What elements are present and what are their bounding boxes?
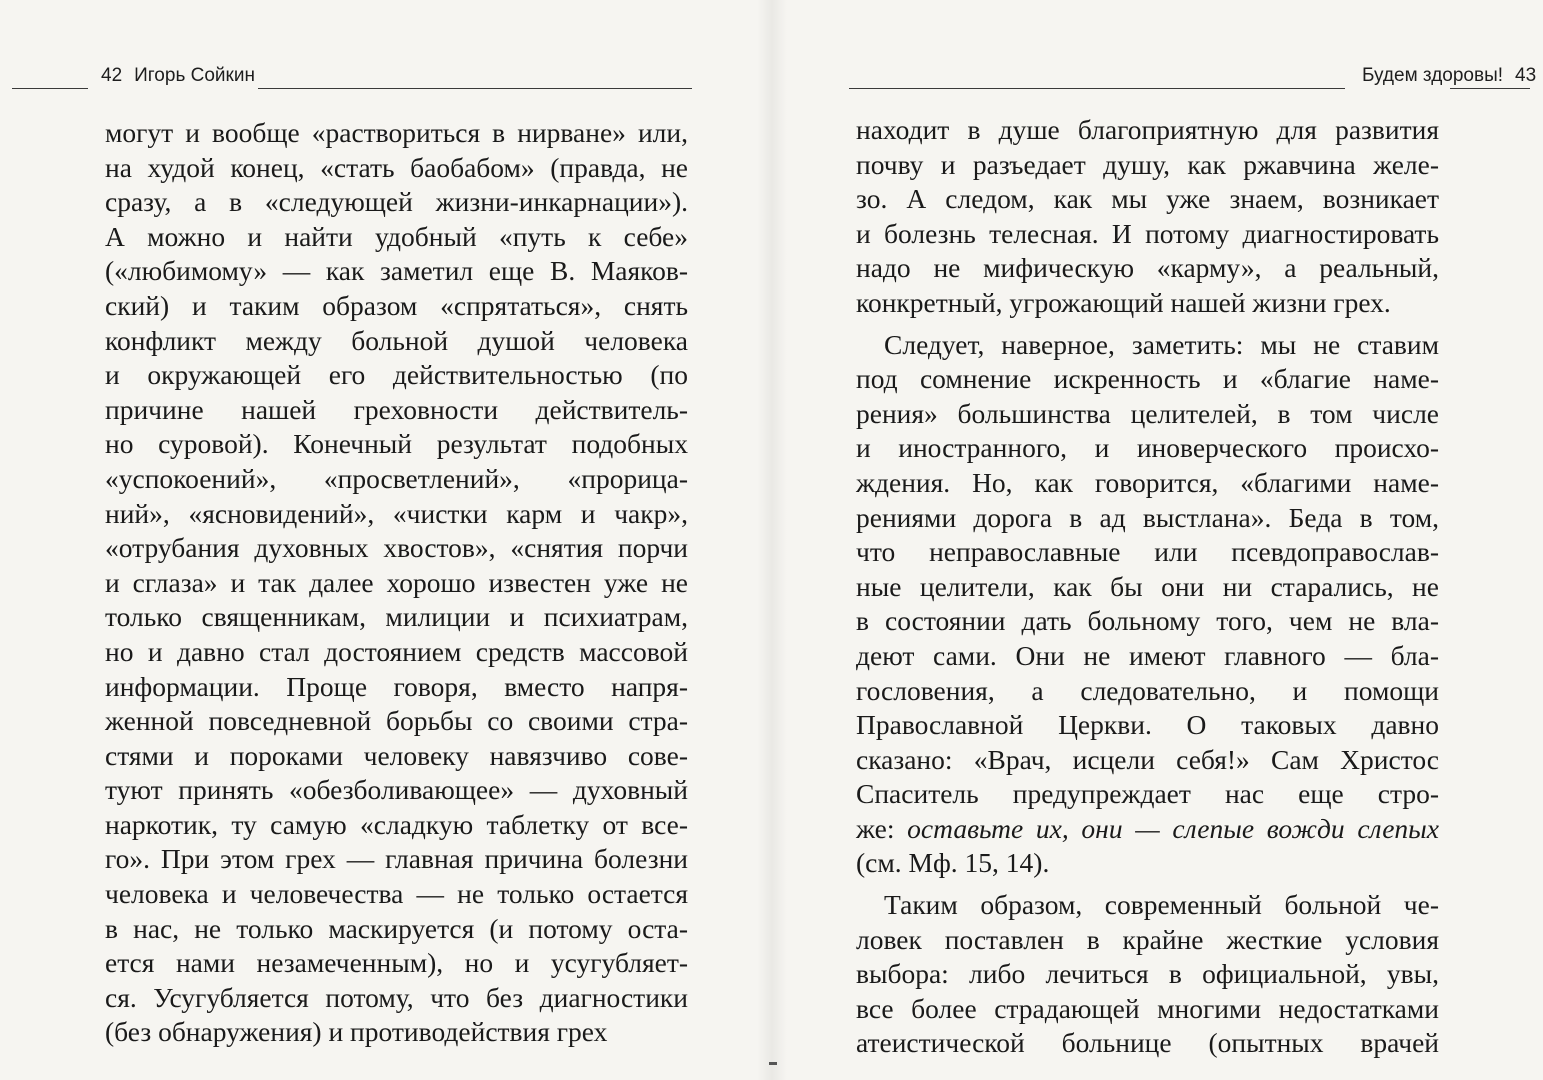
p2-text-line: ные целители, как бы они ни старались, не (856, 570, 1439, 602)
p2-text-line: под сомнение искренность и «благие наме- (856, 363, 1439, 395)
left-text-line: но и давно стал достоянием средств массовой (105, 635, 688, 667)
left-text-line: туют принять «обезболивающее» — духовный (105, 774, 688, 806)
left-text-line: А можно и найти удобный «путь к себе» (105, 220, 688, 252)
left-text-line: конфликт между больной душой человека (105, 324, 688, 356)
left-text-line: сразу, а в «следующей жизни-инкарнации»). (105, 186, 688, 218)
left-text-line: «отрубания духовных хвостов», «снятия порчи (105, 532, 688, 564)
header-rule-left-short (12, 88, 88, 89)
left-text-line: наркотик, ту самую «сладкую таблетку от все- (105, 808, 688, 840)
p2-text-line: ждения. Но, как говорится, «благими наме- (856, 466, 1439, 498)
left-text-line: ний», «ясновидений», «чистки карм и чакр», (105, 497, 688, 529)
left-text-line: «успокоений», «просветлений», «прорица- (105, 462, 688, 494)
left-text-line: и сглаза» и так далее хорошо известен уже не (105, 566, 688, 598)
left-text-line: (без обнаружения) и противодействия грех (105, 1016, 608, 1048)
left-page-number: 42 (101, 65, 123, 86)
left-body-text (105, 116, 688, 1050)
p1-text-line: находит в душе благоприятную для развития (856, 114, 1439, 145)
left-text-line: ся. Усугубляется потому, что без диагностики (105, 981, 688, 1013)
p1-text-line: конкретный, угрожающий нашей жизни грех. (856, 286, 1391, 318)
p2-text-line: Следует, наверное, заметить: мы не ставим (884, 328, 1439, 360)
p1-text-line: почву и разъедает душу, как ржавчина желе- (856, 148, 1439, 180)
p2-italic-prefix: же: (856, 812, 908, 844)
p2-text-line: деют сами. Они не имеют главного — бла- (856, 639, 1439, 671)
left-text-line: могут и вообще «раствориться в нирване» или, (105, 117, 688, 148)
right-header-title: Будем здоровы! (1362, 65, 1504, 86)
right-body-text (856, 113, 1439, 1061)
p2-text-line: в состоянии дать больному того, чем не вла- (856, 605, 1439, 637)
p2-text-line: сказано: «Врач, исцели себя!» Сам Христос (856, 743, 1439, 775)
left-text-line: на худой конец, «стать баобабом» (правда, не (105, 151, 688, 183)
p1-text-line: и болезнь телесная. И потому диагностировать (856, 217, 1439, 249)
p3-text-line: ловек поставлен в крайне жесткие условия (856, 923, 1439, 955)
p2-italic-quote: оставьте их, они — слепые вожди слепых (907, 812, 1439, 844)
left-text-line: женной повседневной борьбы со своими стра- (105, 705, 688, 737)
right-running-header (1362, 64, 1536, 88)
p1-text-line: зо. А следом, как мы уже знаем, возникает (856, 183, 1439, 215)
bottom-center-mark (769, 1062, 777, 1065)
left-text-line: информации. Проще говоря, вместо напря- (105, 670, 688, 702)
p3-text-line: выбора: либо лечиться в официальной, увы, (856, 958, 1439, 990)
header-rule-right-short (1450, 88, 1530, 89)
p2-text-line: рения» большинства целителей, в том числе (856, 397, 1439, 429)
left-text-line: и окружающей его действительностью (по (105, 359, 688, 391)
p2-text-line: рениями дорога в ад выстлана». Беда в том, (856, 501, 1439, 533)
header-rule-left-long (258, 88, 692, 89)
p1-text-line: надо не мифическую «карму», а реальный, (856, 252, 1439, 284)
left-text-line: ский) и таким образом «спрятаться», снять (105, 289, 688, 321)
p2-italic-line (856, 812, 1439, 847)
left-running-header (101, 64, 255, 88)
left-header-author: Игорь Сойкин (134, 65, 255, 86)
left-text-line: причине нашей греховности действитель- (105, 393, 688, 425)
p2-text-line: и иностранного, и иноверческого происхо- (856, 432, 1439, 464)
left-text-line: ется нами незамеченным), но и усугубляет- (105, 947, 688, 979)
p2-text-line: гословения, а следовательно, и помощи (856, 674, 1439, 706)
left-text-line: только священникам, милиции и психиатрам, (105, 601, 688, 633)
p2-text-line: Православной Церкви. О таковых давно (856, 709, 1439, 741)
left-text-line: го». При этом грех — главная причина болезни (105, 843, 688, 875)
left-text-line: но суровой). Конечный результат подобных (105, 428, 688, 460)
p3-text-line: атеистической больнице (опытных врачей (856, 1027, 1439, 1059)
right-page (772, 0, 1543, 1080)
right-page-number: 43 (1515, 65, 1537, 86)
p3-text-line: все более страдающей многими недостатками (856, 992, 1439, 1024)
p3-text-line: Таким образом, современный больной че- (884, 889, 1439, 921)
left-text-line: стями и пороками человеку навязчиво сове- (105, 739, 688, 771)
p2-end-line: (см. Мф. 15, 14). (856, 847, 1050, 879)
left-text-line: («любимому» — как заметил еще В. Маяков- (105, 255, 688, 287)
p2-text-line: что неправославные или псевдоправослав- (856, 536, 1439, 568)
left-text-line: человека и человечества — не только остается (105, 878, 688, 910)
header-rule-right-long (849, 88, 1345, 89)
p2-text-line: Спаситель предупреждает нас еще стро- (856, 778, 1439, 810)
left-text-line: в нас, не только маскируется (и потому оста- (105, 912, 688, 944)
